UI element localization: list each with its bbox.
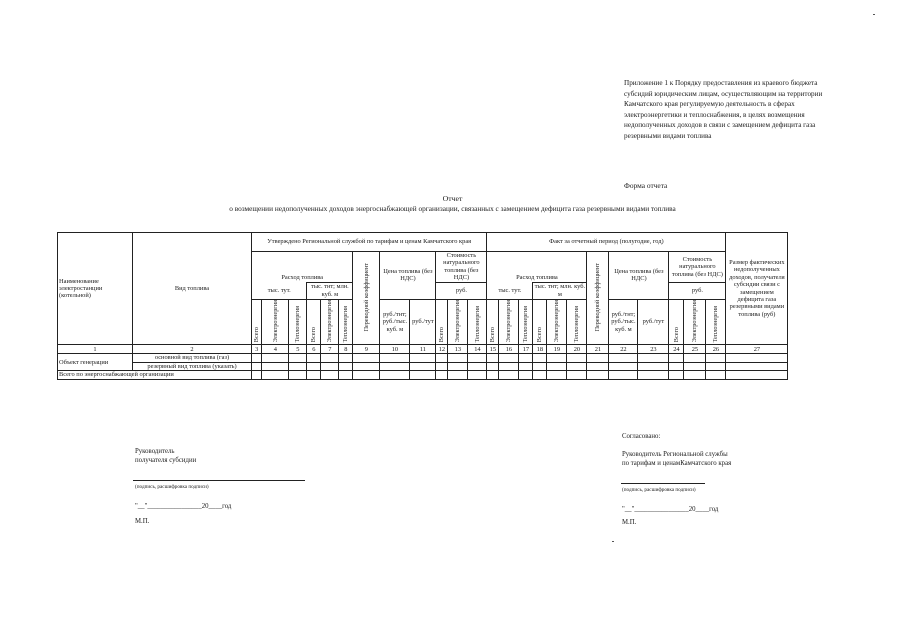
column-number: 17 [519,345,533,354]
left-date-line: "__"________________20____год [135,503,232,510]
header-a-all-1: Всего [252,299,262,345]
right-signature-caption: (подпись, расшифровка подписи) [622,487,696,493]
column-number: 10 [380,345,410,354]
report-title: Отчет [442,194,463,203]
header-f-electricity-1: Электроэнергия [499,299,519,345]
header-a-all-3: Всего [436,299,448,345]
column-number: 25 [684,345,706,354]
column-number: 12 [436,345,448,354]
table-row [58,371,788,379]
header-approved-natural-cost: Стоимость натурального топлива (без НДС) [436,252,487,283]
scan-speck [612,541,614,542]
header-approved-coef: Переводной коэффициент [353,252,380,345]
header-approved-price: Цена топлива (без НДС) [380,252,436,300]
header-fact-price: Цена топлива (без НДС) [609,252,669,300]
column-number: 26 [706,345,726,354]
agreed-label: Согласовано: [622,433,661,440]
header-f-heat-1: Теплоэнергия [519,299,533,345]
column-number: 22 [609,345,638,354]
header-f-electricity-2: Электроэнергия [547,299,567,345]
header-a-electricity-1: Электроэнергия [262,299,289,345]
header-f-all-3: Всего [669,299,684,345]
column-number: 7 [321,345,339,354]
column-number: 18 [533,345,547,354]
header-fact-fuel-consumption: Расход топлива [487,252,587,283]
column-number: 4 [262,345,289,354]
header-approved-rub: руб. [436,282,487,299]
table-row [58,354,788,362]
scan-speck [873,14,875,15]
header-fuel-type: Вид топлива [133,233,252,345]
row-total-label: Всего по энергоснабжающей организации [58,371,252,379]
left-signer-title-1: Руководитель [135,448,175,455]
column-number: 6 [307,345,321,354]
column-number: 16 [499,345,519,354]
column-number: 9 [353,345,380,354]
header-a-heat-2: Теплоэнергия [339,299,353,345]
appendix-note: Приложение 1 к Порядку предоставления из краевого бюджета субсидий юридическим лицам, осуществляющим на территории Камчатского края регулируемую деятельность в сферах электроэнергетики и теплоснабжения, в целях возмещения недополученных доходов в связи с замещением дефицита газа резервными видами топлива [624,79,823,140]
header-a-all-2: Всего [307,299,321,345]
header-f-heat-3: Теплоэнергия [706,299,726,345]
column-number: 27 [726,345,788,354]
header-fact-natural-cost: Стоимость натурального топлива (без НДС) [669,252,726,283]
row-object-label: Объект генерации [58,354,133,371]
column-number: 24 [669,345,684,354]
header-approved-unit-m3: тыс. тнт; млн. куб. м [307,282,353,299]
column-number: 13 [448,345,468,354]
column-number: 20 [567,345,587,354]
header-fact: Факт за отчетный период (полугодие, год) [487,233,726,252]
header-fact-unit-tut: тыс. тут. [487,282,533,299]
header-approved: Утверждено Региональной службой по тарифам и ценам Камчатского края [252,233,487,252]
header-approved-fuel-consumption: Расход топлива [252,252,353,283]
column-number: 1 [58,345,133,354]
column-number: 15 [487,345,499,354]
column-number: 11 [410,345,436,354]
column-number: 5 [289,345,307,354]
header-f-electricity-3: Электроэнергия [684,299,706,345]
header-station: Наименование электростанции (котельной) [58,233,133,345]
header-fact-coef: Переводной коэффициент [587,252,609,345]
column-number-row [58,345,788,354]
right-date-line: "__"________________20____год [622,506,719,513]
right-signer-title-1: Руководитель Региональной службы [622,451,728,458]
right-stamp: М.П. [622,519,637,526]
column-number: 8 [339,345,353,354]
left-stamp: М.П. [135,518,150,525]
row-reserve-fuel-label: резервный вид топлива (указать) [133,362,252,370]
header-fact-unit-m3: тыс. тнт; млн. куб. м [534,283,586,298]
header-f-price-unit-1: руб./тнт; руб./тыс. куб. м [609,299,638,345]
column-number: 14 [468,345,487,354]
column-number: 19 [547,345,567,354]
header-a-electricity-2: Электроэнергия [321,299,339,345]
header-f-all-2: Всего [533,299,547,345]
form-label: Форма отчета [624,181,668,190]
header-fact-rub: руб. [669,282,726,299]
header-f-all-1: Всего [487,299,499,345]
left-signature-line [133,480,305,481]
report-subtitle: о возмещении недополученных доходов энергоснабжающей организации, связанных с замещением дефицита газа резервными видами топлива [229,204,676,213]
left-signature-caption: (подпись, расшифровка подписи) [135,484,209,490]
report-table [57,232,788,380]
header-approved-unit-tut: тыс. тут. [252,282,307,299]
column-number: 23 [638,345,669,354]
column-number: 3 [252,345,262,354]
column-number: 2 [133,345,252,354]
table-row [58,362,788,370]
header-f-price-unit-2: руб./тут [638,299,669,345]
row-main-fuel-label: основной вид топлива (газ) [133,354,252,362]
header-f-heat-2: Теплоэнергия [567,299,587,345]
column-number: 21 [587,345,609,354]
header-a-electricity-3: Электроэнергия [448,299,468,345]
header-a-heat-1: Теплоэнергия [289,299,307,345]
left-signer-title-2: получателя субсидии [135,457,197,464]
header-a-price-unit-2: руб./тут [410,299,436,345]
right-signer-title-2: по тарифам и ценамКамчатского края [622,460,732,467]
right-signature-line [621,483,705,484]
header-compensation: Размер фактических недополученных доходов, получателя субсидии связи с замещением дефицита газа резервными видами топлива (руб) [726,233,788,345]
header-a-price-unit-1: руб./тнт; руб./тыс. куб. м [380,299,410,345]
header-a-heat-3: Теплоэнергия [468,299,487,345]
